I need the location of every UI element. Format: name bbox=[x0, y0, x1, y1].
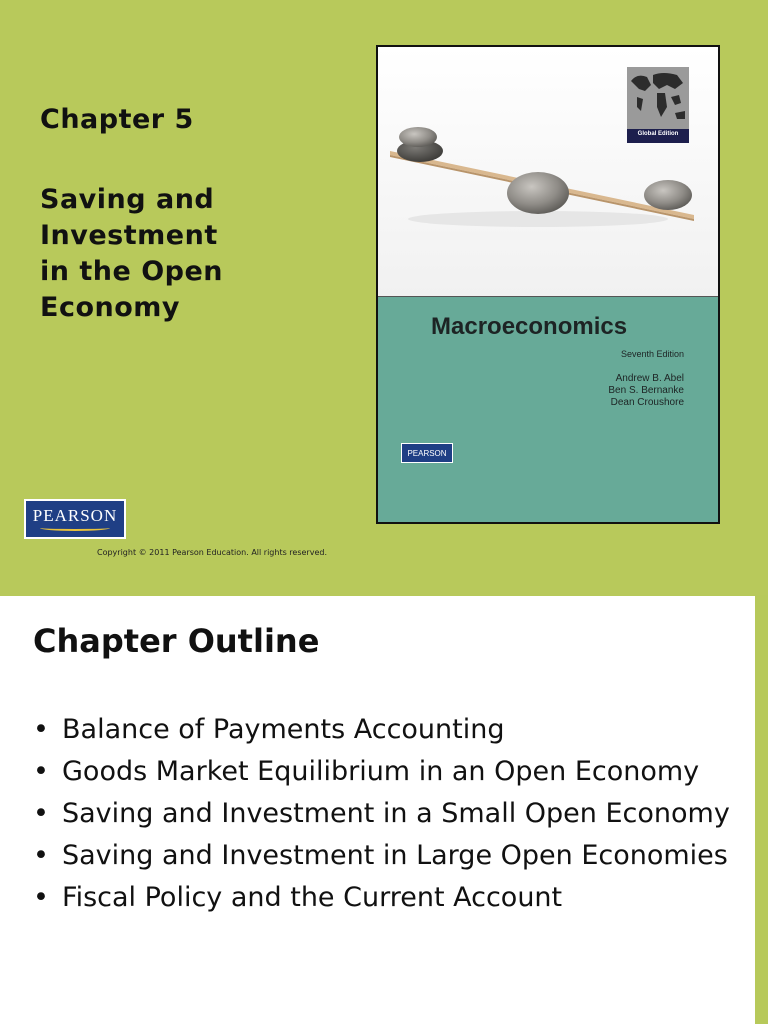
chapter-title bbox=[40, 182, 360, 326]
swoosh-icon bbox=[40, 525, 110, 531]
outline-list bbox=[33, 712, 733, 922]
list-item: • Goods Market Equilibrium in an Open Economy bbox=[33, 754, 733, 790]
book-cover-lower-panel bbox=[378, 297, 718, 522]
book-author: Dean Croushore bbox=[610, 397, 684, 408]
chapter-title-line: Saving and bbox=[40, 184, 215, 215]
book-author: Andrew B. Abel bbox=[615, 373, 684, 384]
world-map-icon bbox=[627, 67, 689, 129]
pearson-logo-text: PEARSON bbox=[32, 506, 118, 525]
list-item: • Balance of Payments Accounting bbox=[33, 712, 733, 748]
list-item: • Saving and Investment in a Small Open Economy bbox=[33, 796, 733, 832]
global-edition-badge bbox=[627, 67, 689, 143]
book-authors bbox=[608, 373, 684, 409]
book-author: Ben S. Bernanke bbox=[608, 385, 684, 396]
global-edition-label: Global Edition bbox=[627, 129, 689, 143]
book-edition: Seventh Edition bbox=[620, 349, 684, 359]
outline-slide bbox=[0, 596, 755, 1024]
book-cover-photo bbox=[378, 47, 718, 297]
chapter-label: Chapter 5 bbox=[40, 104, 194, 135]
copyright-notice: Copyright © 2011 Pearson Education. All rights reserved. bbox=[97, 548, 327, 557]
outline-title: Chapter Outline bbox=[33, 622, 320, 660]
chapter-title-line: Economy bbox=[40, 292, 181, 323]
list-item: • Saving and Investment in Large Open Economies bbox=[33, 838, 733, 874]
chapter-title-line: in the Open bbox=[40, 256, 224, 287]
pearson-logo bbox=[24, 499, 126, 539]
book-publisher-logo: PEARSON bbox=[401, 443, 453, 463]
book-cover bbox=[376, 45, 720, 524]
book-title: Macroeconomics bbox=[431, 313, 628, 340]
chapter-title-line: Investment bbox=[40, 220, 218, 251]
list-item: • Fiscal Policy and the Current Account bbox=[33, 880, 733, 916]
